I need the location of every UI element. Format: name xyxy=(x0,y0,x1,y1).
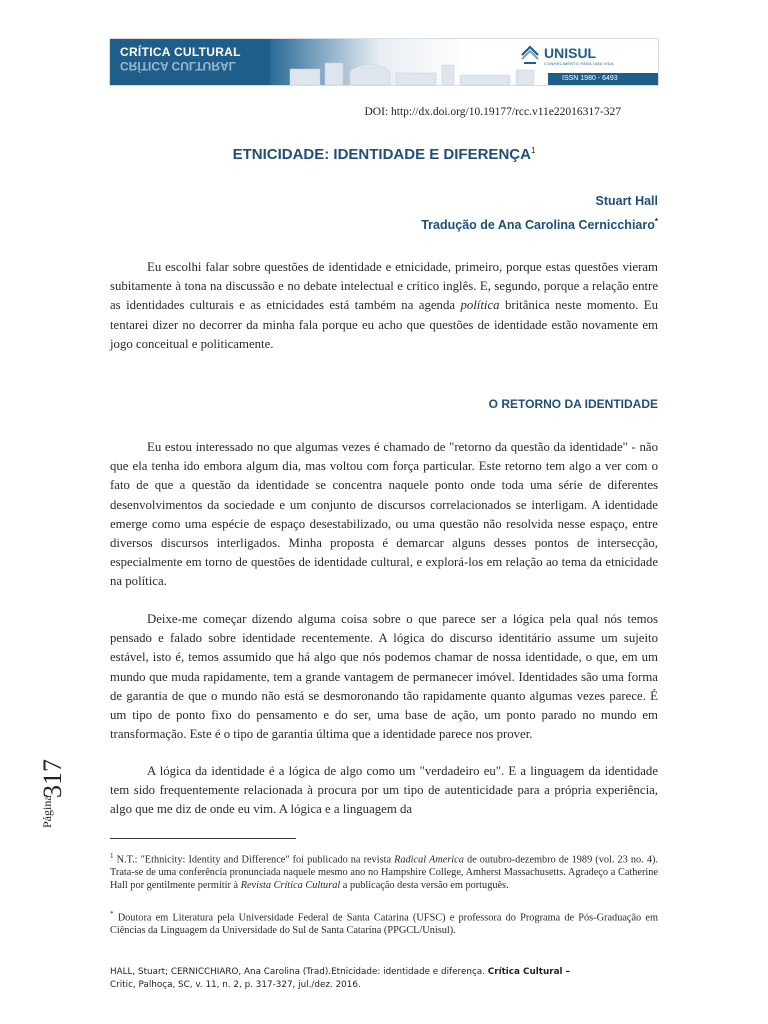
page-label: Página xyxy=(40,795,54,828)
footnote-1-text-b: de outubro-dezembro de 1989 (vol. 23 no. 4). Trata-se de uma conferência pronunciada naquele mesmo ano no Hampshire College, Amherst Massachusetts. Agradeço a Catherine Hall por gentilmente permitir à xyxy=(110,854,658,892)
footnote-1 xyxy=(110,850,658,892)
section-heading: O RETORNO DA IDENTIDADE xyxy=(488,397,658,411)
footnote-1-em-journal: Radical America xyxy=(394,854,464,866)
page-number-sidebar xyxy=(34,738,94,838)
body-paragraph: Eu estou interessado no que algumas vezes é chamado de "retorno da questão da identidade" - não que ela tenha ido embora algum dia, mas voltou com força particular. Este retorno tem algo a ver com o fato de que a questão da identidade se concentra naquele ponto onde toda uma série de diferentes desenvolvimentos da sociedade e um conjunto de discursos correlacionados se interligam. A identidade emerge como uma espécie de espaço desestabilizado, ou uma questão não resolvida nesse espaço, entre diversos discursos interligados. Minha proposta é demarcar alguns desses pontos de intersecção, especialmente em torno de questões de identidade cultural, e explorá-los em relação ao tema da etnicidade na política. xyxy=(110,440,658,589)
footnote-2 xyxy=(110,908,658,937)
journal-banner xyxy=(109,38,659,86)
author-name: Stuart Hall xyxy=(595,194,658,208)
doi-line[interactable]: DOI: http://dx.doi.org/10.19177/rcc.v11e22016317-327 xyxy=(364,106,621,118)
institution-name: UNISUL xyxy=(544,45,597,61)
intro-text-part1: Eu escolhi falar sobre questões de identidade e etnicidade, primeiro, porque estas questões vieram subitamente à tona na discussão e no debate intelectual e crítico inglês. E, segundo, porque a relação entre as identidades culturais e as etnicidades está também na agenda xyxy=(110,260,658,313)
footnote-1-text-a: N.T.: "Ethnicity: Identity and Difference" foi publicado na revista xyxy=(113,854,395,866)
footnote-1-em-revista: Revista Crítica Cultural xyxy=(240,880,341,892)
title-footnote-marker[interactable]: 1 xyxy=(530,146,536,155)
article-title xyxy=(110,146,658,163)
unisul-logo-icon xyxy=(520,45,540,65)
body-paragraph: Deixe-me começar dizendo alguma coisa sobre o que parece ser a lógica pela qual nós temos pensado e falado sobre identidade recentemente. A lógica do discurso identitário assume um sujeito estável, isto é, temos assumido que há algo que nós podemos chamar de nossa identidade, o que, em um mundo que muda rapidamente, tem a grande vantagem de permanecer imóvel. Identidades são uma forma de garantia de que o mundo não está se desmoronando tão rapidamente quanto algumas vezes parece. É um tipo de ponto fixo do pensamento e do ser, uma base de ação, um ponto parado no mundo em transformação. Este é o tipo de garantia última que a identidade parece nos prover. xyxy=(110,612,658,742)
translator-footnote-marker[interactable]: * xyxy=(654,217,658,226)
translator-line xyxy=(421,217,658,232)
body-paragraph: A lógica da identidade é a lógica de algo como um "verdadeiro eu". E a linguagem da identidade tem sido frequentemente relacionada à procura por um tipo de autenticidade para a própria experiência, algo que me diz de onde eu vim. A lógica e a linguagem da xyxy=(110,764,658,817)
page-number: 317 xyxy=(38,759,67,798)
citation-journal: Crítica Cultural – xyxy=(487,967,570,977)
translator-text: Tradução de Ana Carolina Cernicchiaro xyxy=(421,218,655,233)
footnote-1-text-c: a publicação desta versão em português. xyxy=(340,880,509,892)
journal-logo-panel xyxy=(110,39,270,85)
footnote-2-marker: * xyxy=(110,910,114,918)
footnote-2-text: Doutora em Literatura pela Universidade Federal de Santa Catarina (UFSC) e professora do Programa de Pós-Graduação em Ciências da Linguagem da Universidade do Sul de Santa Catarina (PPGCL/Unisul). xyxy=(110,912,658,937)
institution-tagline: CONHECIMENTO PARA UMA VIDA xyxy=(544,61,614,66)
footnote-1-marker: 1 xyxy=(110,852,114,860)
citation-footer xyxy=(110,966,658,992)
intro-text-part2: britânica neste momento. Eu tentarei dizer no decorrer da minha fala porque eu acho que questões de identidade estão novamente em jogo conceitual e politicamente. xyxy=(110,298,658,351)
issn-badge: ISSN 1980 - 6493 xyxy=(548,73,658,85)
intro-emphasis: política xyxy=(460,298,500,313)
footnote-divider xyxy=(110,838,296,839)
journal-title-reflection: CRÍTICA CULTURAL xyxy=(120,59,236,73)
citation-text-part1: HALL, Stuart; CERNICCHIARO, Ana Carolina (Trad).Etnicidade: identidade e diferença. xyxy=(110,967,488,977)
journal-title: CRÍTICA CULTURAL xyxy=(120,45,241,59)
article-title-text: ETNICIDADE: IDENTIDADE E DIFERENÇA xyxy=(232,146,531,163)
citation-text-part2: Critic, Palhoça, SC, v. 11, n. 2, p. 317-327, jul./dez. 2016. xyxy=(110,980,361,990)
skyline-illustration xyxy=(270,55,540,85)
intro-paragraph xyxy=(110,258,658,354)
